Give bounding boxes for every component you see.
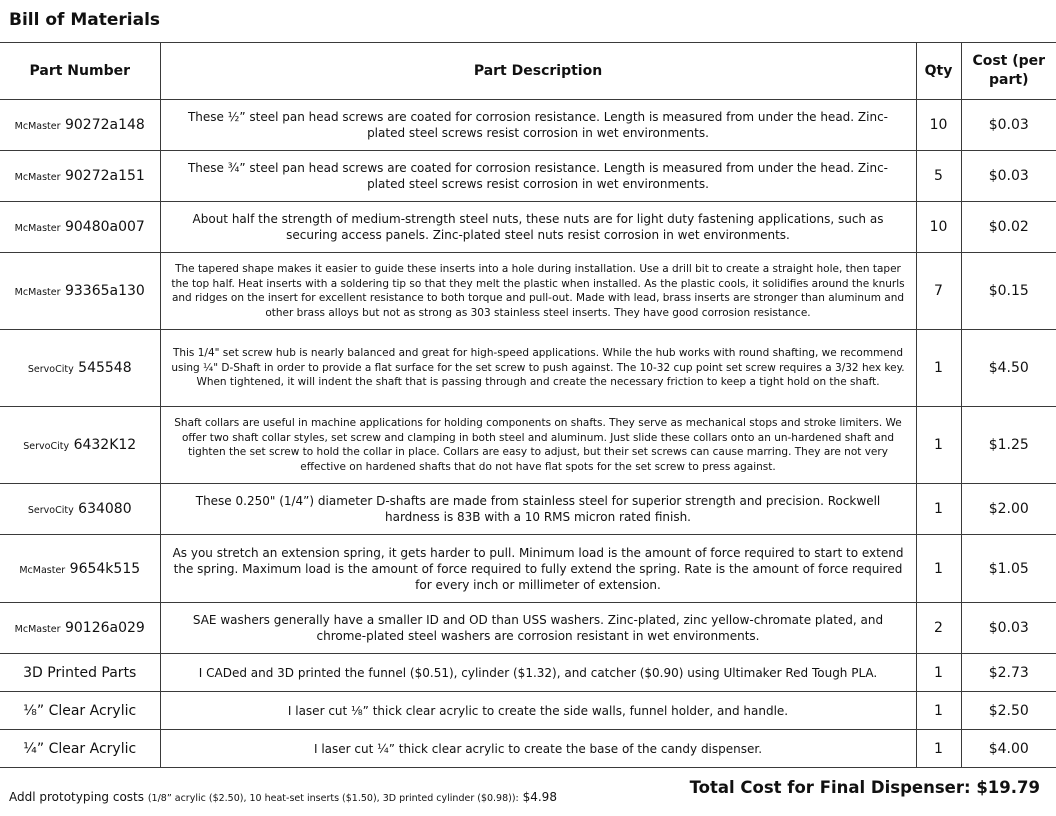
table-row <box>0 730 1056 768</box>
part-number-cell <box>0 151 160 202</box>
bom-table <box>0 42 1056 768</box>
quantity: 7 <box>916 253 961 330</box>
part-number-cell <box>0 730 160 768</box>
part-number-cell <box>0 654 160 692</box>
cost-per-part: $2.73 <box>961 654 1056 692</box>
table-row <box>0 484 1056 535</box>
part-description: I CADed and 3D printed the funnel ($0.51), cylinder ($1.32), and catcher ($0.90) using Ultimaker Red Tough PLA. <box>160 654 916 692</box>
table-row <box>0 654 1056 692</box>
quantity: 5 <box>916 151 961 202</box>
header-part-number: Part Number <box>0 43 160 100</box>
part-number: ⅛” Clear Acrylic <box>23 702 137 719</box>
vendor-name: McMaster <box>14 624 61 635</box>
part-number: 6432K12 <box>73 437 137 453</box>
table-row <box>0 151 1056 202</box>
part-number: 9654k515 <box>69 560 141 577</box>
part-number: 545548 <box>78 360 132 376</box>
vendor-name: McMaster <box>19 564 66 576</box>
addl-costs-label: Addl prototyping costs <box>9 790 144 804</box>
cost-per-part: $4.50 <box>961 330 1056 407</box>
cost-per-part: $0.15 <box>961 253 1056 330</box>
part-number: 93365a130 <box>64 283 145 299</box>
cost-per-part: $2.50 <box>961 692 1056 730</box>
header-cost: Cost (per part) <box>961 43 1056 100</box>
part-description: I laser cut ¼” thick clear acrylic to create the base of the candy dispenser. <box>160 730 916 768</box>
cost-per-part: $2.00 <box>961 484 1056 535</box>
vendor-name: McMaster <box>14 223 61 234</box>
part-description: Shaft collars are useful in machine applications for holding components on shafts. They serve as mechanical stops and stroke limiters. We offer two shaft collar styles, set screw and clamping in both steel and aluminum. Just slide these collars onto an un-hardened shaft and tighten the set screw to hold the collar in place. Collars are easy to adjust, but their set screws can cause marring. They are not very effective on hardened shafts that do not have flat spots for the set screw to press against. <box>160 407 916 484</box>
cost-per-part: $1.25 <box>961 407 1056 484</box>
table-row <box>0 202 1056 253</box>
additional-prototyping-costs <box>9 790 557 804</box>
part-number: 3D Printed Parts <box>23 664 137 681</box>
cost-per-part: $0.03 <box>961 100 1056 151</box>
quantity: 1 <box>916 692 961 730</box>
part-number: 90480a007 <box>64 219 145 235</box>
vendor-name: McMaster <box>14 172 61 183</box>
part-number-cell <box>0 484 160 535</box>
quantity: 1 <box>916 654 961 692</box>
quantity: 2 <box>916 603 961 654</box>
part-number-cell <box>0 407 160 484</box>
header-part-description: Part Description <box>160 43 916 100</box>
part-description: These ½” steel pan head screws are coated for corrosion resistance. Length is measured from under the head. Zinc-plated steel screws resist corrosion in wet environments. <box>160 100 916 151</box>
cost-per-part: $1.05 <box>961 535 1056 603</box>
part-number: 90272a148 <box>64 117 145 133</box>
addl-costs-breakdown: (1/8” acrylic ($2.50), 10 heat-set inserts ($1.50), 3D printed cylinder ($0.98)): <box>147 793 519 804</box>
part-description: These ¾” steel pan head screws are coated for corrosion resistance. Length is measured from under the head. Zinc-plated steel screws resist corrosion in wet environments. <box>160 151 916 202</box>
part-description: The tapered shape makes it easier to guide these inserts into a hole during installation. Use a drill bit to create a straight hole, then taper the top half. Heat inserts with a soldering tip so that they melt the plastic when installed. As the plastic cools, it solidifies around the knurls and ridges on the insert for excellent resistance to both torque and pull-out. Made with lead, brass inserts are stronger than aluminum and other brass alloys but not as strong as 303 stainless steel inserts. They have good corrosion resistance. <box>160 253 916 330</box>
quantity: 1 <box>916 330 961 407</box>
quantity: 1 <box>916 730 961 768</box>
part-number-cell <box>0 535 160 603</box>
table-row <box>0 100 1056 151</box>
part-description: These 0.250" (1/4”) diameter D-shafts are made from stainless steel for superior strength and precision. Rockwell hardness is 83B with a 10 RMS micron rated finish. <box>160 484 916 535</box>
quantity: 10 <box>916 202 961 253</box>
part-description: About half the strength of medium-strength steel nuts, these nuts are for light duty fastening applications, such as securing access panels. Zinc-plated steel nuts resist corrosion in wet environments. <box>160 202 916 253</box>
cost-per-part: $0.03 <box>961 603 1056 654</box>
part-description: This 1/4" set screw hub is nearly balanced and great for high-speed applications. While the hub works with round shafting, we recommend using ¼" D-Shaft in order to provide a flat surface for the set screw to push against. The 10-32 cup point set screw requires a 3/32 hex key. When tightened, it will indent the shaft that is passing through and create the necessary friction to keep a tight hold on the shaft. <box>160 330 916 407</box>
header-qty: Qty <box>916 43 961 100</box>
quantity: 1 <box>916 484 961 535</box>
vendor-name: McMaster <box>14 287 61 298</box>
page-title: Bill of Materials <box>9 10 161 30</box>
header-row <box>0 43 1056 100</box>
part-number-cell <box>0 100 160 151</box>
total-cost <box>690 778 1040 797</box>
part-number-cell <box>0 603 160 654</box>
addl-costs-total: $4.98 <box>522 790 557 804</box>
part-number-cell <box>0 202 160 253</box>
part-number: 634080 <box>78 501 132 517</box>
table-row <box>0 330 1056 407</box>
part-number: ¼” Clear Acrylic <box>23 740 137 757</box>
part-number-cell <box>0 692 160 730</box>
part-number-cell <box>0 253 160 330</box>
part-number-cell <box>0 330 160 407</box>
table-row <box>0 692 1056 730</box>
quantity: 1 <box>916 535 961 603</box>
cost-per-part: $0.03 <box>961 151 1056 202</box>
total-cost-label: Total Cost for Final Dispenser: <box>689 778 971 797</box>
table-row <box>0 535 1056 603</box>
table-row <box>0 253 1056 330</box>
vendor-name: ServoCity <box>27 505 74 516</box>
part-number: 90272a151 <box>64 168 145 184</box>
total-cost-value: $19.79 <box>976 778 1040 797</box>
part-number: 90126a029 <box>64 620 145 636</box>
part-description: SAE washers generally have a smaller ID and OD than USS washers. Zinc-plated, zinc yellow-chromate plated, and chrome-plated steel washers are corrosion resistant in wet environments. <box>160 603 916 654</box>
vendor-name: McMaster <box>14 121 61 132</box>
vendor-name: ServoCity <box>27 364 74 375</box>
cost-per-part: $0.02 <box>961 202 1056 253</box>
part-description: I laser cut ⅛” thick clear acrylic to create the side walls, funnel holder, and handle. <box>160 692 916 730</box>
vendor-name: ServoCity <box>23 441 70 452</box>
cost-per-part: $4.00 <box>961 730 1056 768</box>
table-row <box>0 407 1056 484</box>
quantity: 1 <box>916 407 961 484</box>
part-description: As you stretch an extension spring, it gets harder to pull. Minimum load is the amount of force required to start to extend the spring. Maximum load is the amount of force required to fully extend the spring. Rate is the amount of force required for every inch or millimeter of extension. <box>160 535 916 603</box>
table-row <box>0 603 1056 654</box>
quantity: 10 <box>916 100 961 151</box>
